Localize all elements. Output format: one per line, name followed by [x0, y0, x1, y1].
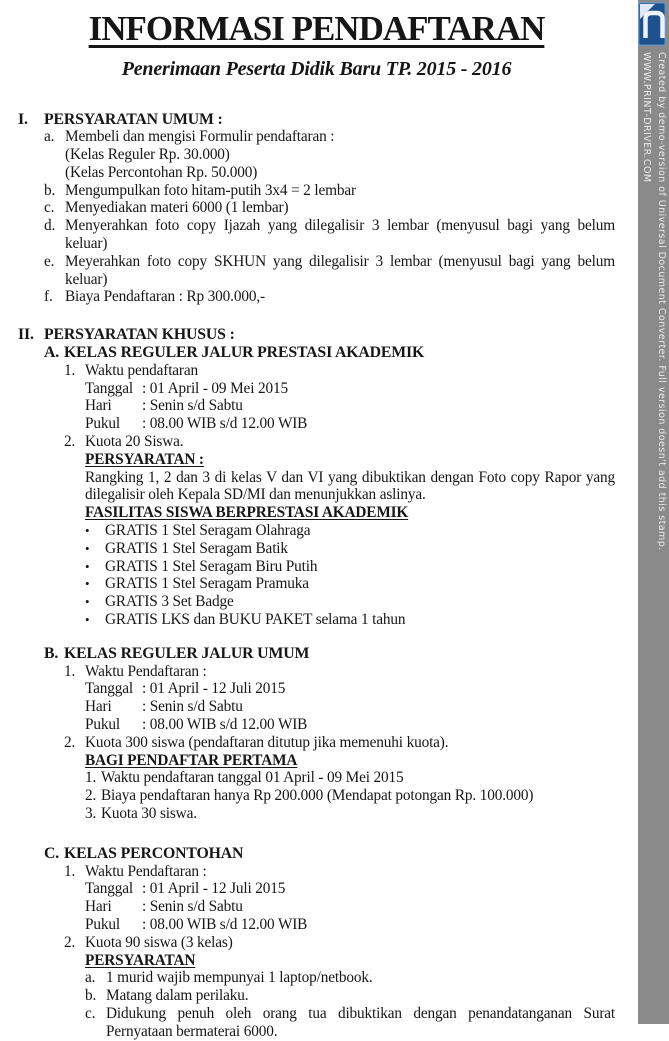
list-item-a-sub1: (Kelas Reguler Rp. 30.000) [65, 146, 230, 164]
schedule-block [85, 680, 615, 733]
promo-item: 3. Kuota 30 siswa. [85, 804, 197, 822]
list-item-d: d. Menyerahkan foto copy Ijazah yang dilegalisir 3 lembar (menyusul bagi yang belum keluar) [44, 217, 615, 253]
schedule-row-tanggal: Tanggal : 01 April - 12 Juli 2015 [85, 880, 286, 898]
list-item-c: c. Menyediakan materi 6000 (1 lembar) [44, 199, 289, 217]
watermark-text: Created by demo-version of Universal Document Converter. Full version doesn't add this stamp. [656, 52, 667, 551]
schedule-row-pukul: Pukul : 08.00 WIB s/d 12.00 WIB [85, 415, 308, 433]
subsection-b-kelas-reguler-umum: B. KELAS REGULER JALUR UMUM 1. Waktu Pendaftaran : Tanggal : 01 April - 12 Juli 2015 Hari : Senin s/d Sabtu Pukul : 08.00 WIB s/d 12.00 WIB 2. Kuota 300 siswa (pendaftaran ditutup jika memenuhi kuota). BAGI PENDAFTAR PERTAMA 1. Waktu pendaftaran tanggal 01 April - 09 Mei 2015 2. Biaya pendaftaran hanya Rp 200.000 (Mendapat potongan Rp. 100.000) 3. Kuota 30 siswa. [44, 645, 615, 823]
bullet-icon: • [85, 540, 90, 556]
schedule-row-tanggal: Tanggal : 01 April - 12 Juli 2015 [85, 680, 286, 698]
document-header [18, 10, 615, 81]
numbered-item-kuota: 2. Kuota 90 siswa (3 kelas) [64, 933, 233, 951]
subsection-c-kelas-percontohan: C. KELAS PERCONTOHAN 1. Waktu Pendaftaran : Tanggal : 01 April - 12 Juli 2015 Hari : Senin s/d Sabtu Pukul : 08.00 WIB s/d 12.00 WIB 2. Kuota 90 siswa (3 kelas) PERSYARATAN a. 1 murid wajib mempunyai 1 laptop/netbook. b. Matang dalam perilaku. c. Didukung penuh oleh orang tua dibuktikan dengan penandatanganan Surat Pernyataan bermaterai 6000. [44, 844, 615, 1040]
section-heading: PERSYARATAN UMUM : [44, 110, 223, 128]
requirement-item-b: b. Matang dalam perilaku. [85, 987, 249, 1005]
numbered-item-kuota: 2. Kuota 300 siswa (pendaftaran ditutup jika memenuhi kuota). [64, 733, 449, 751]
section-persyaratan-umum [18, 111, 615, 307]
schedule-row-pukul: Pukul : 08.00 WIB s/d 12.00 WIB [85, 716, 308, 733]
subsection-title: KELAS PERCONTOHAN [64, 844, 244, 862]
section-number: I. [18, 110, 28, 128]
bullet-item: • GRATIS 1 Stel Seragam Batik [85, 539, 288, 557]
promo-item: 1. Waktu pendaftaran tanggal 01 April - 09 Mei 2015 [85, 769, 404, 787]
numbered-item-waktu: 1. Waktu Pendaftaran : [64, 662, 207, 680]
subheading-persyaratan: PERSYARATAN : [85, 450, 204, 468]
numbered-item-kuota: 2. Kuota 20 Siswa. [64, 433, 184, 451]
document-subtitle: Penerimaan Peserta Didik Baru TP. 2015 - 2016 [121, 57, 512, 80]
bullet-icon: • [85, 576, 90, 592]
watermark-strip [638, 0, 669, 1024]
subheading-bagi-pendaftar-pertama: BAGI PENDAFTAR PERTAMA [85, 751, 298, 769]
persyaratan-paragraph: Rangking 1, 2 dan 3 di kelas V dan VI yang dibuktikan dengan Foto copy Rapor yang dilegalisir oleh Kepala SD/MI dan menunjukkan aslinya. [85, 468, 615, 504]
bullet-item: • GRATIS LKS dan BUKU PAKET selama 1 tahun [85, 611, 406, 629]
universal-document-converter-logo-icon [638, 2, 666, 46]
bullet-icon: • [85, 558, 90, 574]
subheading-persyaratan: PERSYARATAN [85, 951, 196, 969]
subheading-fasilitas: FASILITAS SISWA BERPRESTASI AKADEMIK [85, 504, 409, 522]
list-item-b: b. Mengumpulkan foto hitam-putih 3x4 = 2 lembar [44, 181, 356, 199]
bullet-item: • GRATIS 1 Stel Seragam Pramuka [85, 575, 309, 593]
schedule-row-pukul: Pukul : 08.00 WIB s/d 12.00 WIB [85, 915, 308, 933]
bullet-item: • GRATIS 3 Set Badge [85, 593, 234, 611]
bullet-icon: • [85, 594, 90, 610]
bullet-item: • GRATIS 1 Stel Seragam Biru Putih [85, 557, 318, 575]
subsection-title: KELAS REGULER JALUR PRESTASI AKADEMIK [64, 344, 425, 362]
document-title: INFORMASI PENDAFTARAN [88, 9, 545, 48]
schedule-block [85, 880, 615, 933]
subsection-a-kelas-reguler-prestasi: A. KELAS REGULER JALUR PRESTASI AKADEMIK 1. Waktu pendaftaran Tanggal : 01 April - 09 Mei 2015 Hari : Senin s/d Sabtu Pukul : 08.00 WIB s/d 12.00 WIB 2. Kuota 20 Siswa. PERSYARATAN : Rangking 1, 2 dan 3 di kelas V dan VI yang dibuktikan dengan Foto copy Rapor yang dilegalisir oleh Kepala SD/MI dan menunjukkan aslinya. FASILITAS SISWA BERPRESTASI AKADEMIK • GRATIS 1 Stel Seragam Olahraga • GRATIS 1 Stel Seragam Batik • GRATIS 1 Stel Seragam Biru Putih • GRATIS 1 Stel Seragam Pramuka • GRATIS 3 Set Badge • GRATIS LKS dan BUKU PAKET selama 1 tahun [44, 344, 615, 629]
list-item-a: a. Membeli dan mengisi Formulir pendaftaran : [44, 128, 335, 146]
section-number: II. [18, 326, 34, 344]
list-item-e: e. Meyerahkan foto copy SKHUN yang dilegalisir 3 lembar (menyusul bagi yang belum keluar) [44, 252, 615, 288]
bullet-item: • GRATIS 1 Stel Seragam Olahraga [85, 522, 311, 540]
watermark-url: WWW.PRINT-DRIVER.COM [641, 52, 652, 183]
requirement-item-a: a. 1 murid wajib mempunyai 1 laptop/netbook. [85, 969, 373, 987]
numbered-item-waktu: 1. Waktu pendaftaran [64, 361, 199, 379]
schedule-row-hari: Hari : Senin s/d Sabtu [85, 698, 243, 716]
promo-item: 2. Biaya pendaftaran hanya Rp 200.000 (Mendapat potongan Rp. 100.000) [85, 787, 534, 805]
section-persyaratan-khusus [18, 326, 615, 1040]
schedule-block [85, 380, 615, 433]
list-item-a-sub2: (Kelas Percontohan Rp. 50.000) [65, 163, 258, 181]
list-item-f: f. Biaya Pendaftaran : Rp 300.000,- [44, 288, 265, 306]
schedule-row-hari: Hari : Senin s/d Sabtu [85, 898, 243, 916]
section-heading: PERSYARATAN KHUSUS : [44, 326, 235, 344]
document-body [18, 111, 615, 1041]
bullet-icon: • [85, 523, 90, 539]
numbered-item-waktu: 1. Waktu Pendaftaran : [64, 862, 207, 880]
schedule-row-hari: Hari : Senin s/d Sabtu [85, 397, 243, 415]
bullet-icon: • [85, 612, 90, 628]
schedule-row-tanggal: Tanggal : 01 April - 09 Mei 2015 [85, 379, 288, 397]
requirement-item-c: c. Didukung penuh oleh orang tua dibuktikan dengan penandatanganan Surat Pernyataan bermaterai 6000. [85, 1004, 615, 1040]
subsection-title: KELAS REGULER JALUR UMUM [64, 644, 310, 662]
